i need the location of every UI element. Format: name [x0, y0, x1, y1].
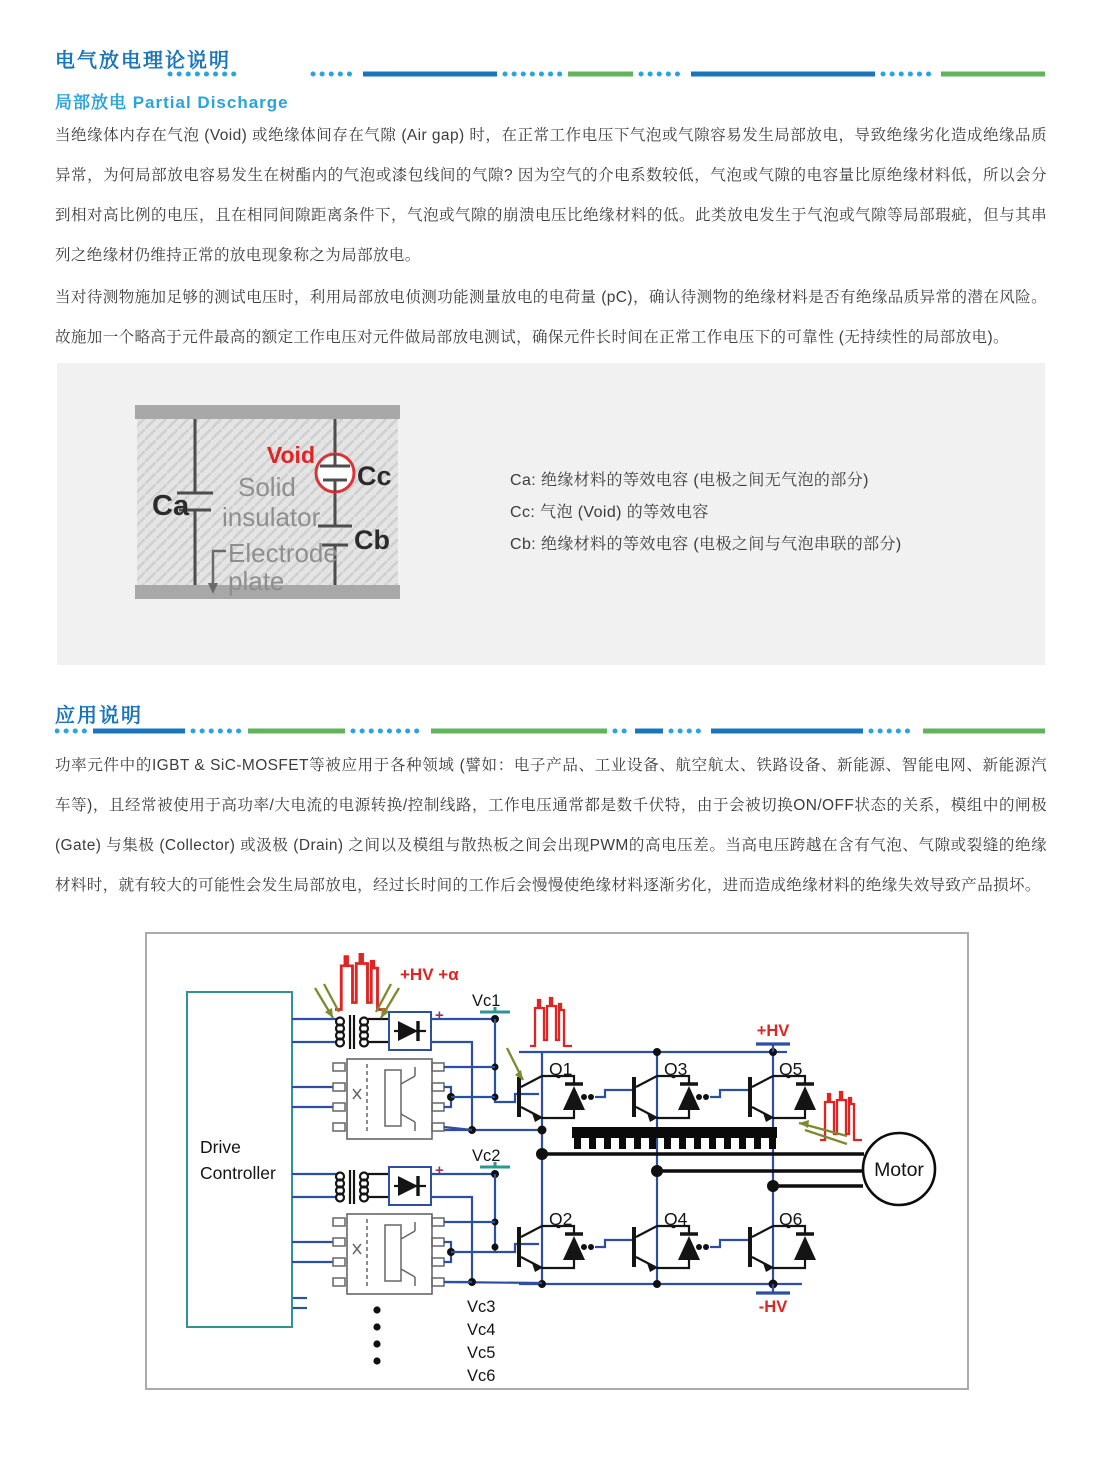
cc-label: Cc: [357, 461, 392, 491]
rectifier-diode-icon: [389, 1012, 431, 1050]
transformer-icon: [336, 1170, 389, 1204]
subtitle-partial-discharge: 局部放电 Partial Discharge: [55, 93, 289, 112]
solid-insulator-label-1: Solid: [238, 472, 296, 502]
inverter-circuit-diagram: [147, 934, 967, 1388]
transformer-icon: [336, 1015, 389, 1049]
pwm-waveform-icon: [335, 954, 388, 1009]
igbt-icon-q1: [517, 1076, 585, 1122]
annotation-arrow-icon: [315, 984, 339, 1018]
electrode-label-2: plate: [228, 566, 285, 596]
hv-alpha-label: +HV +α: [400, 965, 459, 984]
drive-controller-box: [187, 992, 292, 1327]
vc6-label: Vc6: [467, 1367, 496, 1385]
capacitor-model-diagram: [57, 363, 507, 665]
q1-label: Q1: [549, 1059, 573, 1079]
continuation-dots-icon: [373, 1306, 380, 1364]
vc2-label: Vc2: [472, 1147, 501, 1165]
page-title: 电气放电理论说明: [55, 50, 231, 72]
legend-ca: Ca: 绝缘材料的等效电容 (电极之间无气泡的部分): [510, 472, 869, 489]
igbt-icon-q4: [632, 1226, 700, 1272]
cb-label: Cb: [354, 525, 390, 555]
plus-sign: +: [435, 1007, 444, 1024]
heatsink-icon: [572, 1127, 777, 1149]
legend-cc: Cc: 气泡 (Void) 的等效电容: [510, 504, 709, 521]
paragraph: 当对待测物施加足够的测试电压时，利用局部放电侦测功能测量放电的电荷量 (pC)，确认待测物的绝缘材料是否有绝缘品质异常的潜在风险。故施加一个略高于元件最高的额定工作电压对元件做局部放电测试，确保元件长时间在正常工作电压下的可靠性 (无持续性的局部放电)。: [55, 289, 1047, 346]
vc5-label: Vc5: [467, 1344, 496, 1362]
drive-controller-label-1: Drive: [200, 1137, 241, 1157]
vc3-label: Vc3: [467, 1298, 496, 1316]
figure-inverter-circuit: [145, 932, 969, 1390]
electrode-plate-top: [135, 405, 400, 419]
vc1-label: Vc1: [472, 992, 501, 1010]
motor-phase-lines: [542, 1154, 864, 1186]
q6-label: Q6: [779, 1209, 803, 1229]
pwm-waveform-icon: [820, 1092, 862, 1140]
rectifier-diode-icon: [389, 1167, 431, 1205]
igbt-icon-q2: [517, 1226, 585, 1272]
legend-cb: Cb: 绝缘材料的等效电容 (电极之间与气泡串联的部分): [510, 536, 902, 553]
igbt-icon-q3: [632, 1076, 700, 1122]
pwm-waveform-icon: [530, 998, 572, 1046]
gate-drive-channel-2: [292, 1162, 542, 1294]
figure-capacitor-model: [57, 363, 1045, 665]
q3-label: Q3: [664, 1059, 688, 1079]
plus-sign: +: [435, 1162, 444, 1179]
drive-controller-label-2: Controller: [200, 1163, 276, 1183]
hv-minus-rail: [519, 1280, 802, 1294]
q4-label: Q4: [664, 1209, 688, 1229]
optocoupler-icon: [333, 1059, 444, 1139]
solid-insulator-label-2: insulator: [222, 502, 321, 532]
void-label: Void: [266, 442, 315, 468]
igbt-icon-q5: [748, 1076, 816, 1122]
vc4-label: Vc4: [467, 1321, 496, 1339]
optocoupler-icon: [333, 1214, 444, 1294]
ca-label: Ca: [152, 490, 190, 522]
section-title-application: 应用说明: [55, 705, 143, 727]
paragraph: 功率元件中的IGBT & SiC-MOSFET等被应用于各种领域 (譬如：电子产品、工业设备、航空航太、铁路设备、新能源、智能电网、新能源汽车等)，且经常被使用于高功率/大电流的电源转换/控制线路，工作电压通常都是数千伏特，由于会被切换ON/OFF状态的关系，模组中的闸极 (Gate) 与集极 (Collector) 或汲极 (Drain) 之间以及模组与散热板之间会出现PWM的高电压差。当高电压跨越在含有气泡、气隙或裂缝的绝缘材料时，就有较大的可能性会发生局部放电，经过长时间的工作后会慢慢使绝缘材料逐渐劣化，进而造成绝缘材料的绝缘失效导致产品损坏。: [55, 757, 1047, 894]
q5-label: Q5: [779, 1059, 803, 1079]
figure1-legend: [510, 465, 902, 561]
hv-plus-rail: [519, 1044, 790, 1056]
decorative-separator: [55, 727, 1045, 735]
igbt-icon-q6: [748, 1226, 816, 1272]
decorative-separator: [55, 70, 1045, 78]
paragraph: 当绝缘体内存在气泡 (Void) 或绝缘体间存在气隙 (Air gap) 时，在正常工作电压下气泡或气隙容易发生局部放电，导致绝缘劣化造成绝缘品质异常，为何局部放电容易发生在树酯内的气泡或漆包线间的气隙? 因为空气的介电系数较低，气泡或气隙的电容量比原绝缘材料低，所以会分到相对高比例的电压，且在相同间隙距离条件下，气泡或气隙的崩溃电压比绝缘材料的低。此类放电发生于气泡或气隙等局部瑕疵，但与其串列之绝缘材仍维持正常的放电现象称之为局部放电。: [55, 127, 1047, 264]
gate-drive-channel-1: [292, 1007, 547, 1139]
hv-minus-label: -HV: [758, 1298, 788, 1316]
motor-label: Motor: [874, 1159, 924, 1181]
hv-plus-label: +HV: [756, 1022, 790, 1040]
electrode-label-1: Electrode: [228, 538, 338, 568]
q2-label: Q2: [549, 1209, 573, 1229]
